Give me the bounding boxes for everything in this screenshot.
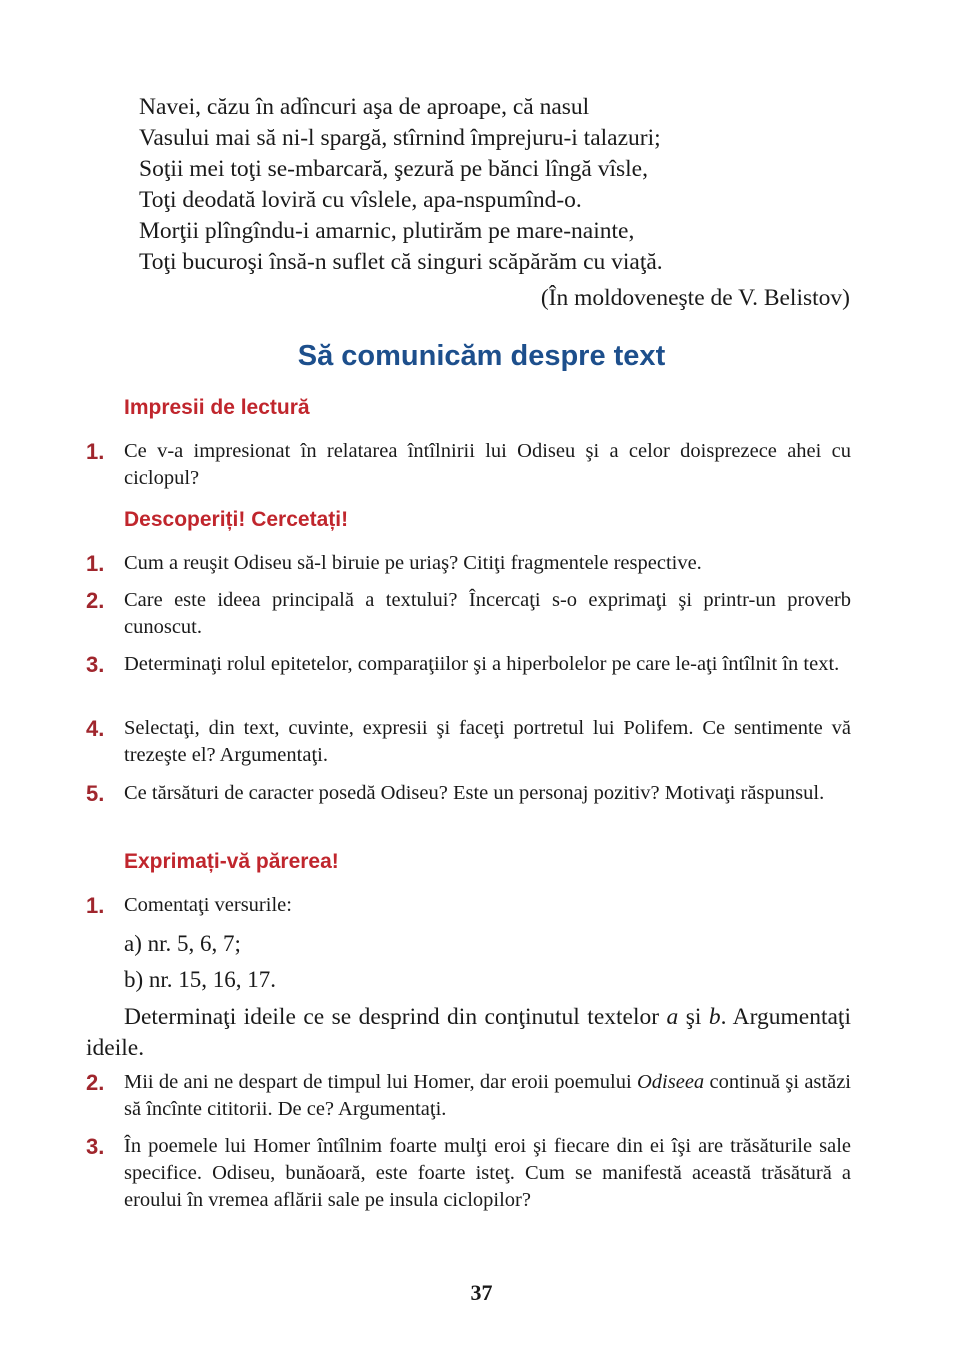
heading-discover-research: Descoperiți! Cercetați! [124, 508, 349, 531]
question-number: 2. [86, 588, 105, 613]
question-text: În poemele lui Homer întîlnim foarte mulţi eroi şi fiecare din ei îşi are trăsăturile sale specifice. Odiseu, bunăoară, este foarte isteţ. Cum se manifestă această trăsătură a eroului în vremea aflării sale pe insula ciclopilor? [124, 1135, 851, 1211]
para-text: Determinaţi ideile ce se desprind din conţinutul textelor [124, 1004, 667, 1030]
para-italic-a: a [666, 1004, 679, 1030]
question-text-part: Mii de ani ne despart de timpul lui Homer, dar eroii poemului [124, 1071, 637, 1093]
question-item [86, 780, 851, 807]
question-number: 2. [86, 1070, 105, 1095]
poem-line: Toţi bucuroşi însă-n suflet că singuri scăpărăm cu viaţă. [139, 249, 663, 275]
question-text: Cum a reuşit Odiseu să-l biruie pe uriaş? Citiţi fragmentele respective. [124, 552, 702, 574]
question-text: Ce v-a impresionat în relatarea întîlnirii lui Odiseu şi a celor doisprezece ahei cu ciclopul? [124, 440, 851, 489]
poem-line: Morţii plîngîndu-i amarnic, plutirăm pe mare-nainte, [139, 218, 635, 244]
question-text: Care este ideea principală a textului? Încercaţi s-o exprimaţi şi printr-un proverb cunoscut. [124, 589, 851, 638]
work-title: Odiseea [637, 1071, 705, 1093]
verse-option-a: a) nr. 5, 6, 7; [124, 931, 241, 956]
poem-excerpt [139, 92, 859, 278]
poem-line: Navei, căzu în adîncuri aşa de aproape, că nasul [139, 94, 590, 120]
question-item [86, 1069, 851, 1123]
para-text: . Argumentaţi ideile. [86, 1004, 851, 1061]
question-number: 1. [86, 893, 105, 918]
question-item [86, 438, 851, 492]
question-number: 1. [86, 439, 105, 464]
question-item [86, 587, 851, 641]
question-number: 1. [86, 551, 105, 576]
question-text [124, 1069, 851, 1123]
question-text: Determinaţi rolul epitetelor, comparaţiilor şi a hiperbolelor pe care le-aţi întîlnit în text. [124, 653, 840, 675]
para-text: şi [678, 1004, 709, 1030]
translation-attribution: (În moldoveneşte de V. Belistov) [540, 285, 850, 311]
question-item [86, 550, 851, 577]
verse-option-b: b) nr. 15, 16, 17. [124, 967, 277, 992]
question-text-part: continuă şi astăzi să încînte cititorii. De ce? Argumentaţi. [124, 1071, 851, 1120]
poem-line: Vasului mai să ni-l spargă, stîrnind împrejuru-i talazuri; [139, 125, 661, 151]
question-number: 4. [86, 716, 105, 741]
poem-line: Soţii mei toţi se-mbarcară, şezură pe bănci lîngă vîsle, [139, 156, 648, 182]
question-item [86, 715, 851, 769]
question-number: 3. [86, 652, 105, 677]
question-item [86, 651, 851, 678]
section-title: Să comunicăm despre text [297, 340, 666, 372]
instruction-paragraph [86, 1002, 851, 1064]
question-text: Selectaţi, din text, cuvinte, expresii şi faceţi portretul lui Polifem. Ce sentimente vă trezeşte el? Argumentaţi. [124, 717, 851, 766]
question-text: Comentaţi versurile: [124, 894, 292, 916]
question-item [86, 1133, 851, 1214]
page-number: 37 [470, 1280, 493, 1305]
para-italic-b: b [708, 1004, 721, 1030]
question-number: 3. [86, 1134, 105, 1159]
heading-reading-impressions: Impresii de lectură [124, 396, 310, 419]
question-number: 5. [86, 781, 105, 806]
question-text: Ce tărsături de caracter posedă Odiseu? Este un personaj pozitiv? Motivaţi răspunsul. [124, 782, 825, 804]
question-item [86, 892, 851, 919]
heading-express-opinion: Exprimați-vă părerea! [124, 850, 339, 873]
poem-line: Toţi deodată loviră cu vîslele, apa-nspumînd-o. [139, 187, 582, 213]
